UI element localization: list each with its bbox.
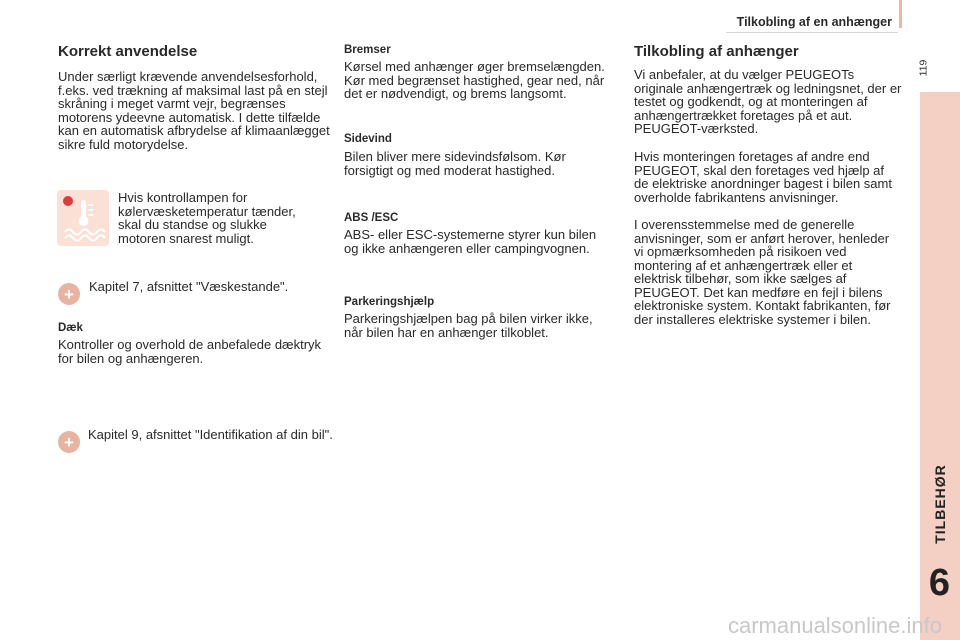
heading-brakes: Bremser [344,44,391,56]
parking-aid-paragraph: Parkeringshjælpen bag på bilen virker ikke, når bilen har en anhænger tilkoblet. [344,311,593,340]
trailer-paragraph-3: I overensstemmelse med de generelle anvisninger, som er anført herover, henleder vi opmærksomheden på risikoen ved montering af et anhængertræk eller et elektrisk tilbehør, som ikke sælges af PEUGEOT. Det kan medføre en fejl i bilens elektroniske system. Kontakt fabrikanten, før der installeres elektriske systemer i bilen. [634,217,891,327]
heading-correct-use: Korrekt anvendelse [58,43,198,60]
tyres-paragraph: Kontroller og overhold de anbefalede dæktryk for bilen og anhængeren. [58,337,322,366]
section-label [928,458,952,550]
trailer-paragraph-2: Hvis monteringen foretages af andre end PEUGEOT, skal den foretages ved hjælp af de elektriske anordninger bagest i bilen samt overholde fabrikantens anvisninger. [634,149,892,205]
brakes-paragraph: Kørsel med anhænger øger bremselængden. Kør med begrænset hastighed, gear ned, når det er nødvendigt, og brems langsomt. [344,59,605,101]
heading-trailer-connection: Tilkobling af anhænger [634,43,799,60]
chapter-sidebar [920,92,960,640]
watermark: carmanualsonline.info [727,613,942,638]
plus-reference-icon: + [58,431,80,453]
header-rule [726,32,898,33]
section-label-text: TILBEHØR [932,464,948,544]
chapter-number: 6 [928,562,950,604]
intro-paragraph: Under særligt krævende anvendelsesforhold, f.eks. ved trækning af maksimal last på en stejl skråning i meget varmt vejr, begrænses motorens ydeevne automatisk. I dette tilfælde kan en automatisk afbrydelse af klimaanlægget sikre fuld motorydelse. [58,69,330,152]
running-header: Tilkobling af en anhænger [736,15,892,29]
reference-link-fluid-levels[interactable]: Kapitel 7, afsnittet "Væskestande". [89,279,289,294]
warning-text: Hvis kontrollampen for kølervæsketemperatur tænder, skal du standse og slukke motoren snarest muligt. [118,190,296,246]
heading-tyres: Dæk [58,322,83,334]
heading-crosswind: Sidevind [344,133,392,145]
page-number: 119 [917,59,930,77]
trailer-paragraph-1: Vi anbefaler, at du vælger PEUGEOTs originale anhængertræk og ledningsnet, der er testet og godkendt, og at monteringen af anhængertrækket foretages på et aut. PEUGEOT-værksted. [634,67,902,136]
coolant-temperature-warning-icon [57,190,109,246]
header-accent-bar [899,0,902,28]
abs-esc-paragraph: ABS- eller ESC-systemerne styrer kun bilen og ikke anhængeren eller campingvognen. [344,227,597,256]
plus-reference-icon: + [58,283,80,305]
heading-abs-esc: ABS /ESC [344,212,399,224]
heading-parking-aid: Parkeringshjælp [344,296,435,308]
reference-link-identification[interactable]: Kapitel 9, afsnittet "Identifikation af din bil". [88,427,333,442]
crosswind-paragraph: Bilen bliver mere sidevindsfølsom. Kør forsigtigt og med moderat hastighed. [344,149,566,178]
